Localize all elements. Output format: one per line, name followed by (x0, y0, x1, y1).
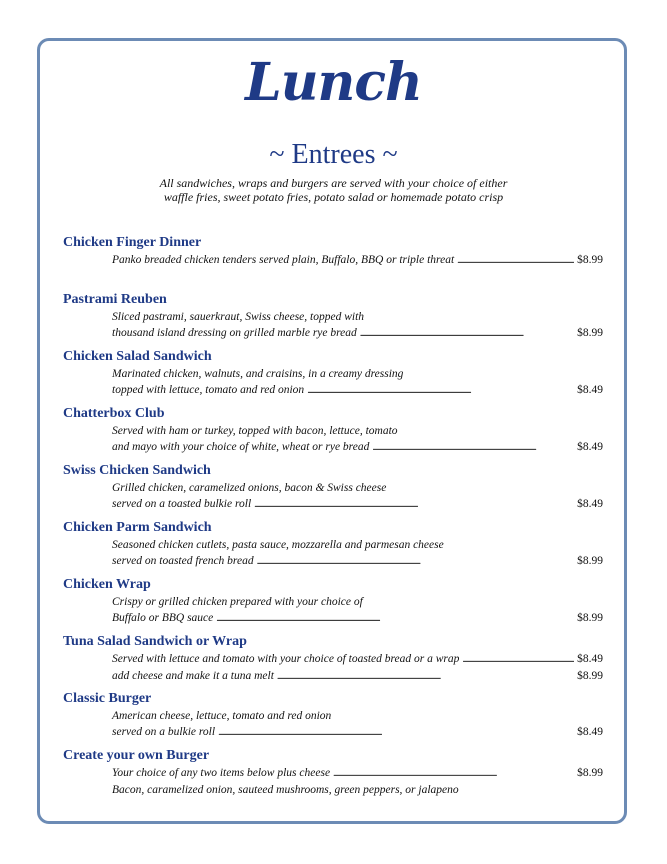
dot-leader (257, 554, 575, 570)
menu-item-description: topped with lettuce, tomato and red onion (112, 384, 305, 396)
menu-item-description: add cheese and make it a tuna melt (112, 670, 274, 682)
menu-item-price: $8.49 (577, 653, 603, 665)
dot-leader (360, 326, 574, 342)
menu-item-description-line (112, 724, 603, 741)
menu-item-price: $8.99 (577, 670, 603, 682)
dot-leader (333, 766, 574, 782)
menu-item-description: Your choice of any two items below plus cheese (112, 767, 331, 779)
dot-leader (218, 725, 574, 741)
menu-item-name: Swiss Chicken Sandwich (63, 463, 211, 478)
menu-item-description-line (112, 782, 603, 798)
dot-leader (216, 611, 574, 627)
intro-line: All sandwiches, wraps and burgers are served with your choice of either (159, 176, 508, 190)
menu-item-price: $8.99 (577, 767, 603, 779)
menu-item-description-line (112, 382, 603, 399)
menu-item-description: Grilled chicken, caramelized onions, bacon & Swiss cheese (112, 482, 387, 494)
menu-item-description-line (112, 668, 603, 685)
dot-leader (372, 440, 574, 456)
menu-item-price: $8.99 (577, 327, 603, 339)
menu-item-price: $8.49 (577, 498, 603, 510)
dot-leader (457, 253, 574, 269)
menu-item-description: Sliced pastrami, sauerkraut, Swiss cheese, topped with (112, 311, 365, 323)
menu-item-name: Create your own Burger (63, 748, 210, 763)
menu-item-description: Served with ham or turkey, topped with bacon, lettuce, tomato (112, 425, 398, 437)
dot-leader (277, 669, 574, 685)
menu-item-name: Chatterbox Club (63, 406, 165, 421)
dot-leader (462, 652, 574, 668)
dot-leader (307, 383, 574, 399)
menu-item-name: Classic Burger (63, 691, 152, 706)
menu-item-name: Tuna Salad Sandwich or Wrap (63, 634, 247, 649)
menu-item-price: $8.99 (577, 555, 603, 567)
menu-item-description-line (112, 439, 603, 456)
menu-item-name: Chicken Salad Sandwich (63, 349, 212, 364)
menu-item-description: Served with lettuce and tomato with your choice of toasted bread or a wrap (112, 653, 460, 665)
menu-item-description-line (112, 537, 603, 553)
menu-item (63, 577, 603, 634)
page-title: Lunch (245, 52, 422, 113)
menu-item-price: $8.49 (577, 384, 603, 396)
menu-item-description-line (112, 553, 603, 570)
menu-item-name: Pastrami Reuben (63, 292, 167, 307)
menu-item-description: Panko breaded chicken tenders served plain, Buffalo, BBQ or triple threat (112, 254, 455, 266)
menu-item-description-line (112, 325, 603, 342)
menu-item-description: Seasoned chicken cutlets, pasta sauce, mozzarella and parmesan cheese (112, 539, 444, 551)
menu-item-price: $8.49 (577, 441, 603, 453)
menu-item-description: Buffalo or BBQ sauce (112, 612, 214, 624)
menu-item-description-line (112, 594, 603, 610)
menu-item-price: $8.99 (577, 612, 603, 624)
menu-item (63, 748, 603, 805)
menu-item (63, 235, 603, 292)
intro-line: waffle fries, sweet potato fries, potato salad or homemade potato crisp (163, 190, 504, 204)
menu-item (63, 406, 603, 463)
menu-item-description: and mayo with your choice of white, wheat or rye bread (112, 441, 370, 453)
menu-item (63, 634, 603, 691)
menu-item (63, 349, 603, 406)
menu-item-description-line (112, 366, 603, 382)
dot-leader (254, 497, 574, 513)
menu-item-name: Chicken Finger Dinner (63, 235, 202, 250)
menu-item-description-line (112, 651, 603, 668)
menu-item-description-line (112, 480, 603, 496)
intro-text (0, 176, 667, 204)
menu-item (63, 691, 603, 748)
menu-item-description-line (112, 708, 603, 724)
menu-item (63, 520, 603, 577)
menu-item-description-line (112, 252, 603, 269)
menu-item-description-line (112, 423, 603, 439)
menu-item-description: American cheese, lettuce, tomato and red onion (112, 710, 332, 722)
menu-item-description: thousand island dressing on grilled marble rye bread (112, 327, 357, 339)
menu-item-name: Chicken Wrap (63, 577, 151, 592)
section-heading: ~ Entrees ~ (269, 139, 398, 170)
menu-item-price: $8.99 (577, 254, 603, 266)
menu-item-description: served on toasted french bread (112, 555, 254, 567)
menu-items (63, 235, 603, 805)
menu-item-name: Chicken Parm Sandwich (63, 520, 212, 535)
menu-item-description: Crispy or grilled chicken prepared with your choice of (112, 596, 363, 608)
menu-item-description-line (112, 309, 603, 325)
menu-item-description: Marinated chicken, walnuts, and craisins, in a creamy dressing (112, 368, 404, 380)
menu-item-description: served on a toasted bulkie roll (112, 498, 252, 510)
menu-item-description-line (112, 496, 603, 513)
menu-item-description: served on a bulkie roll (112, 726, 216, 738)
menu-item-description-line (112, 610, 603, 627)
menu-item (63, 292, 603, 349)
menu-item (63, 463, 603, 520)
menu-item-price: $8.49 (577, 726, 603, 738)
menu-item-description-line (112, 765, 603, 782)
menu-item-description: Bacon, caramelized onion, sauteed mushrooms, green peppers, or jalapeno (112, 784, 459, 796)
